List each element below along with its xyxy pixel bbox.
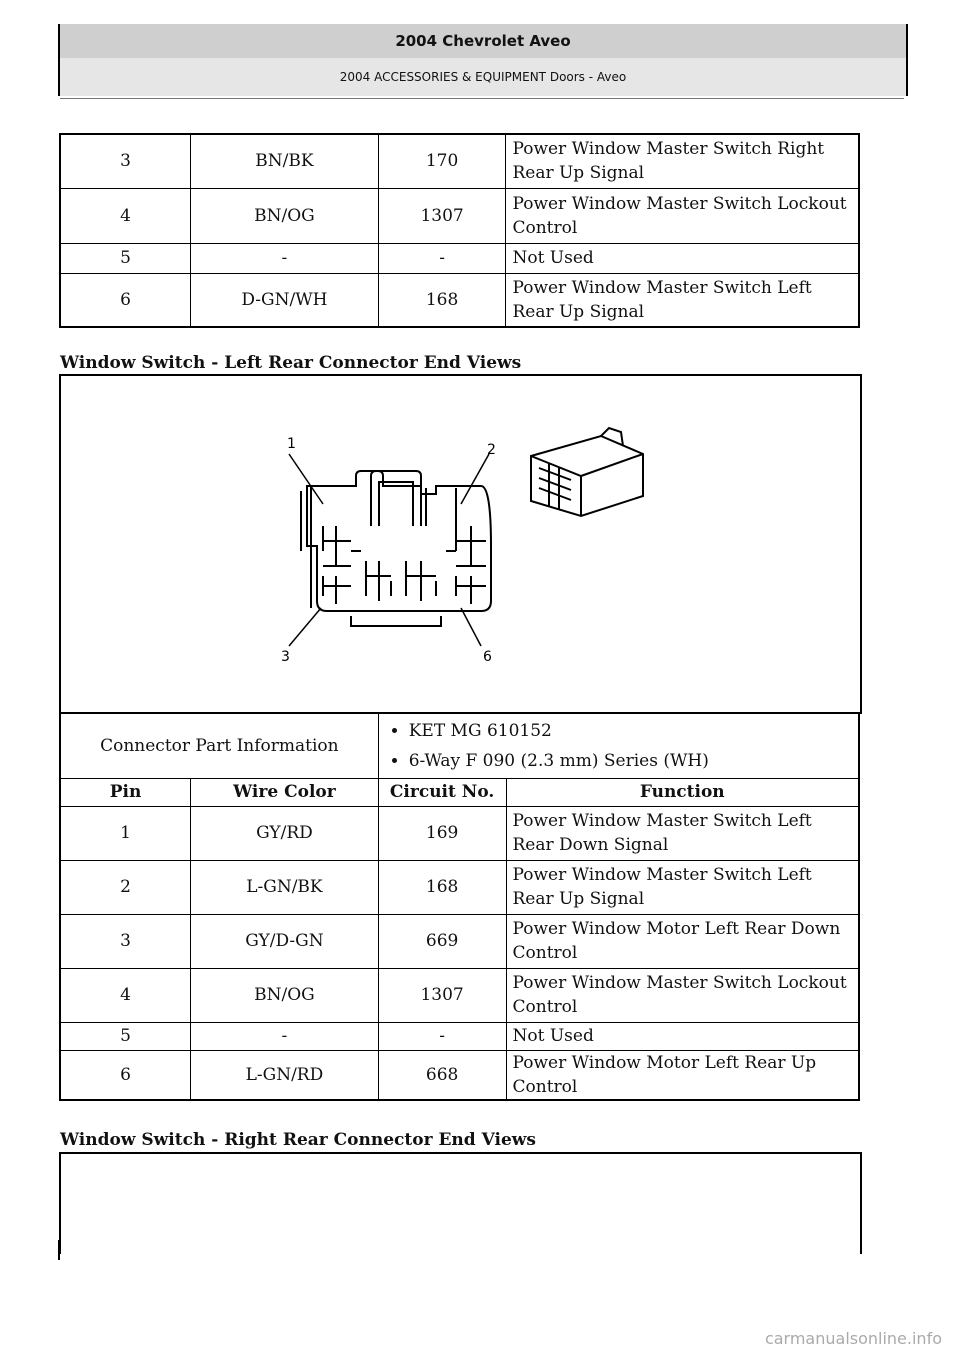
function-cell: Power Window Master Switch Right Rear Up Signal (506, 134, 859, 188)
pin-cell: 4 (60, 968, 191, 1022)
function-cell: Power Window Master Switch Lockout Control (506, 968, 859, 1022)
connector-info-row (60, 713, 859, 778)
function-cell: Power Window Master Switch Left Rear Up Signal (506, 273, 859, 327)
pin-label-3: 3 (281, 649, 290, 665)
column-header-function: Function (506, 778, 859, 806)
pin-cell: 5 (60, 243, 191, 273)
pin-cell: 5 (60, 1022, 191, 1050)
pin-cell: 3 (60, 914, 191, 968)
function-cell: Power Window Master Switch Lockout Control (506, 188, 859, 243)
table-row (60, 806, 859, 860)
circuit-cell: 170 (378, 134, 506, 188)
table-row (60, 188, 859, 243)
wire-color-cell: BN/BK (191, 134, 379, 188)
wire-color-cell: BN/OG (191, 968, 379, 1022)
connector-diagram (61, 376, 860, 714)
wire-color-cell: D-GN/WH (191, 273, 379, 327)
column-header-wire-color: Wire Color (191, 778, 379, 806)
right-rear-caption: Window Switch - Right Rear Connector End Views (60, 1130, 536, 1150)
table-row (60, 914, 859, 968)
function-cell: Not Used (506, 243, 859, 273)
connector-figure (59, 374, 862, 714)
function-cell: Not Used (506, 1022, 859, 1050)
function-cell: Power Window Motor Left Rear Up Control (506, 1050, 859, 1100)
right-rear-figure (59, 1152, 862, 1254)
pin-cell: 4 (60, 188, 191, 243)
circuit-cell: - (378, 1022, 506, 1050)
circuit-cell: 169 (378, 806, 506, 860)
column-header-circuit: Circuit No. (378, 778, 506, 806)
circuit-cell: - (378, 243, 506, 273)
function-cell: Power Window Motor Left Rear Down Control (506, 914, 859, 968)
table-row (60, 243, 859, 273)
table-row (60, 1050, 859, 1100)
header-subtitle: 2004 ACCESSORIES & EQUIPMENT Doors - Aveo (60, 58, 906, 96)
wire-color-cell: L-GN/BK (191, 860, 379, 914)
pin-cell: 6 (60, 1050, 191, 1100)
pin-cell: 1 (60, 806, 191, 860)
left-rear-pin-table (59, 712, 860, 1101)
connector-info-label: Connector Part Information (60, 713, 378, 778)
column-header-row (60, 778, 859, 806)
table-row (60, 134, 859, 188)
page-edge (58, 1240, 60, 1260)
wire-color-cell: GY/RD (191, 806, 379, 860)
table-row (60, 1022, 859, 1050)
pin-label-6: 6 (483, 649, 492, 665)
column-header-pin: Pin (60, 778, 191, 806)
left-rear-caption: Window Switch - Left Rear Connector End Views (60, 353, 522, 373)
pin-label-2: 2 (487, 442, 496, 458)
connector-info-list-cell (378, 713, 859, 778)
table-row (60, 968, 859, 1022)
circuit-cell: 168 (378, 273, 506, 327)
circuit-cell: 668 (378, 1050, 506, 1100)
pin-cell: 2 (60, 860, 191, 914)
circuit-cell: 168 (378, 860, 506, 914)
page-header (58, 24, 908, 96)
table-row (60, 273, 859, 327)
pin-cell: 6 (60, 273, 191, 327)
wire-color-cell: GY/D-GN (191, 914, 379, 968)
wire-color-cell: - (191, 243, 379, 273)
top-pin-table (59, 133, 860, 328)
wire-color-cell: BN/OG (191, 188, 379, 243)
connector-info-list (385, 716, 852, 776)
circuit-cell: 1307 (378, 188, 506, 243)
circuit-cell: 1307 (378, 968, 506, 1022)
header-title: 2004 Chevrolet Aveo (60, 24, 906, 58)
pin-label-1: 1 (287, 436, 296, 452)
table-row (60, 860, 859, 914)
watermark: carmanualsonline.info (764, 1329, 942, 1348)
function-cell: Power Window Master Switch Left Rear Up Signal (506, 860, 859, 914)
header-divider (60, 98, 904, 99)
pin-cell: 3 (60, 134, 191, 188)
wire-color-cell: L-GN/RD (191, 1050, 379, 1100)
wire-color-cell: - (191, 1022, 379, 1050)
circuit-cell: 669 (378, 914, 506, 968)
list-item: • 6-Way F 090 (2.3 mm) Series (WH) (409, 746, 852, 776)
list-item: • KET MG 610152 (409, 716, 852, 746)
function-cell: Power Window Master Switch Left Rear Down Signal (506, 806, 859, 860)
